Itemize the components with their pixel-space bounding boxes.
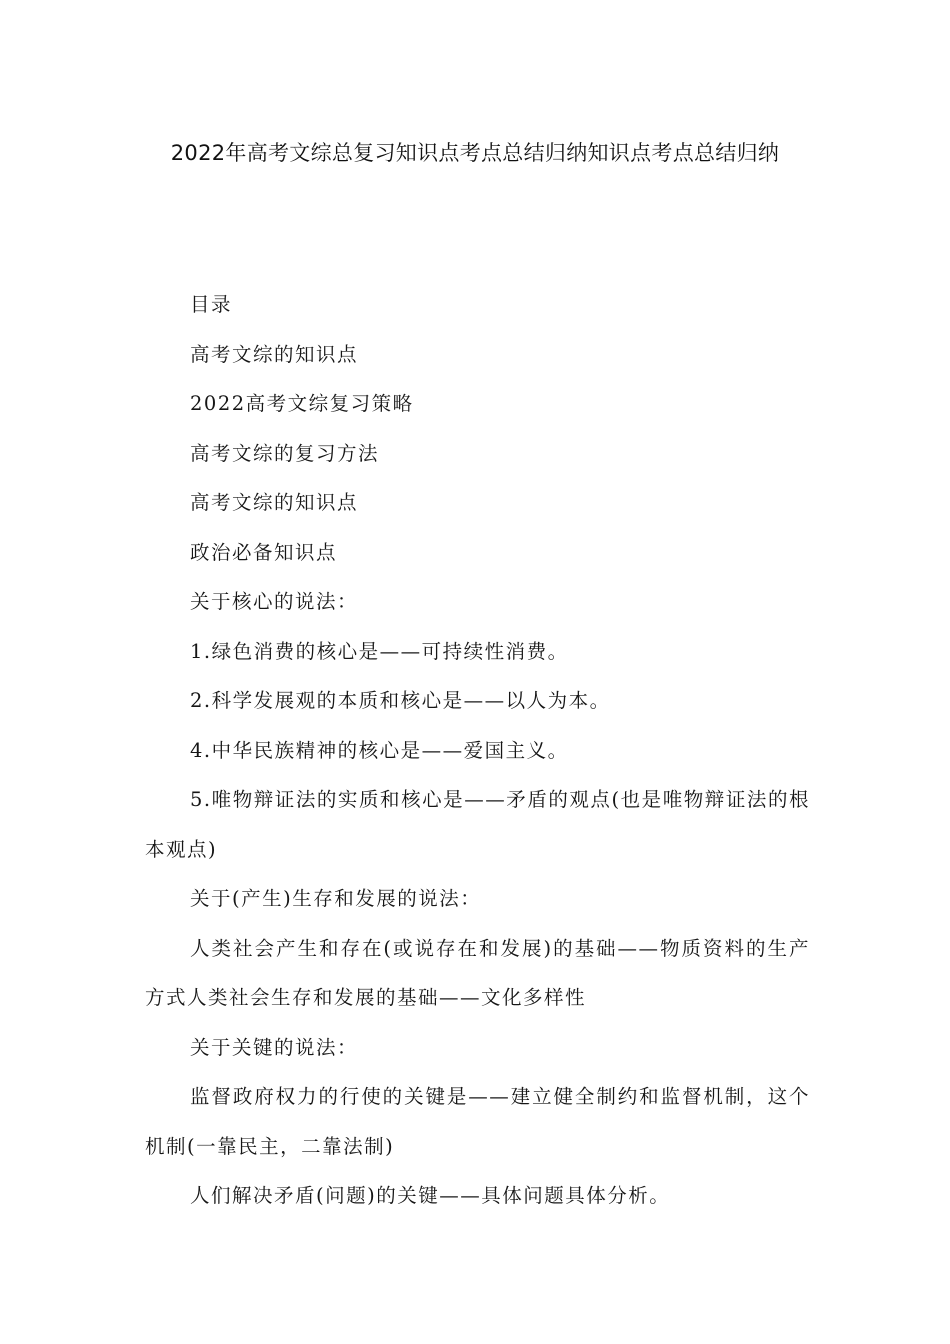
body-paragraph: 监督政府权力的行使的关键是——建立健全制约和监督机制，这个机制(一靠民主，二靠法制) bbox=[145, 1085, 810, 1158]
toc-item: 2022高考文综复习策略 bbox=[190, 392, 414, 415]
subsection-heading: 关于(产生)生存和发展的说法： bbox=[190, 887, 482, 910]
list-item: 2.科学发展观的本质和核心是——以人为本。 bbox=[190, 689, 611, 712]
document-body bbox=[145, 280, 810, 1221]
list-item: 4.中华民族精神的核心是——爱国主义。 bbox=[190, 738, 569, 762]
document-title: 2022年高考文综总复习知识点考点总结归纳知识点考点总结归纳 bbox=[170, 141, 780, 165]
body-paragraph: 人们解决矛盾(问题)的关键——具体问题具体分析。 bbox=[190, 1184, 671, 1207]
toc-item: 高考文综的知识点 bbox=[190, 342, 359, 366]
subsection-heading: 关于关键的说法： bbox=[190, 1035, 359, 1059]
subsection-heading: 关于核心的说法： bbox=[190, 590, 359, 613]
section-heading: 高考文综的知识点 bbox=[190, 491, 359, 514]
toc-heading: 目录 bbox=[190, 293, 233, 316]
section-heading: 政治必备知识点 bbox=[190, 540, 338, 564]
body-paragraph: 人类社会产生和存在(或说存在和发展)的基础——物质资料的生产方式人类社会生存和发展的基础——文化多样性 bbox=[145, 936, 810, 1009]
list-item: 5.唯物辩证法的实质和核心是——矛盾的观点(也是唯物辩证法的根本观点) bbox=[145, 788, 810, 861]
list-item: 1.绿色消费的核心是——可持续性消费。 bbox=[190, 639, 569, 663]
toc-item: 高考文综的复习方法 bbox=[190, 441, 380, 465]
